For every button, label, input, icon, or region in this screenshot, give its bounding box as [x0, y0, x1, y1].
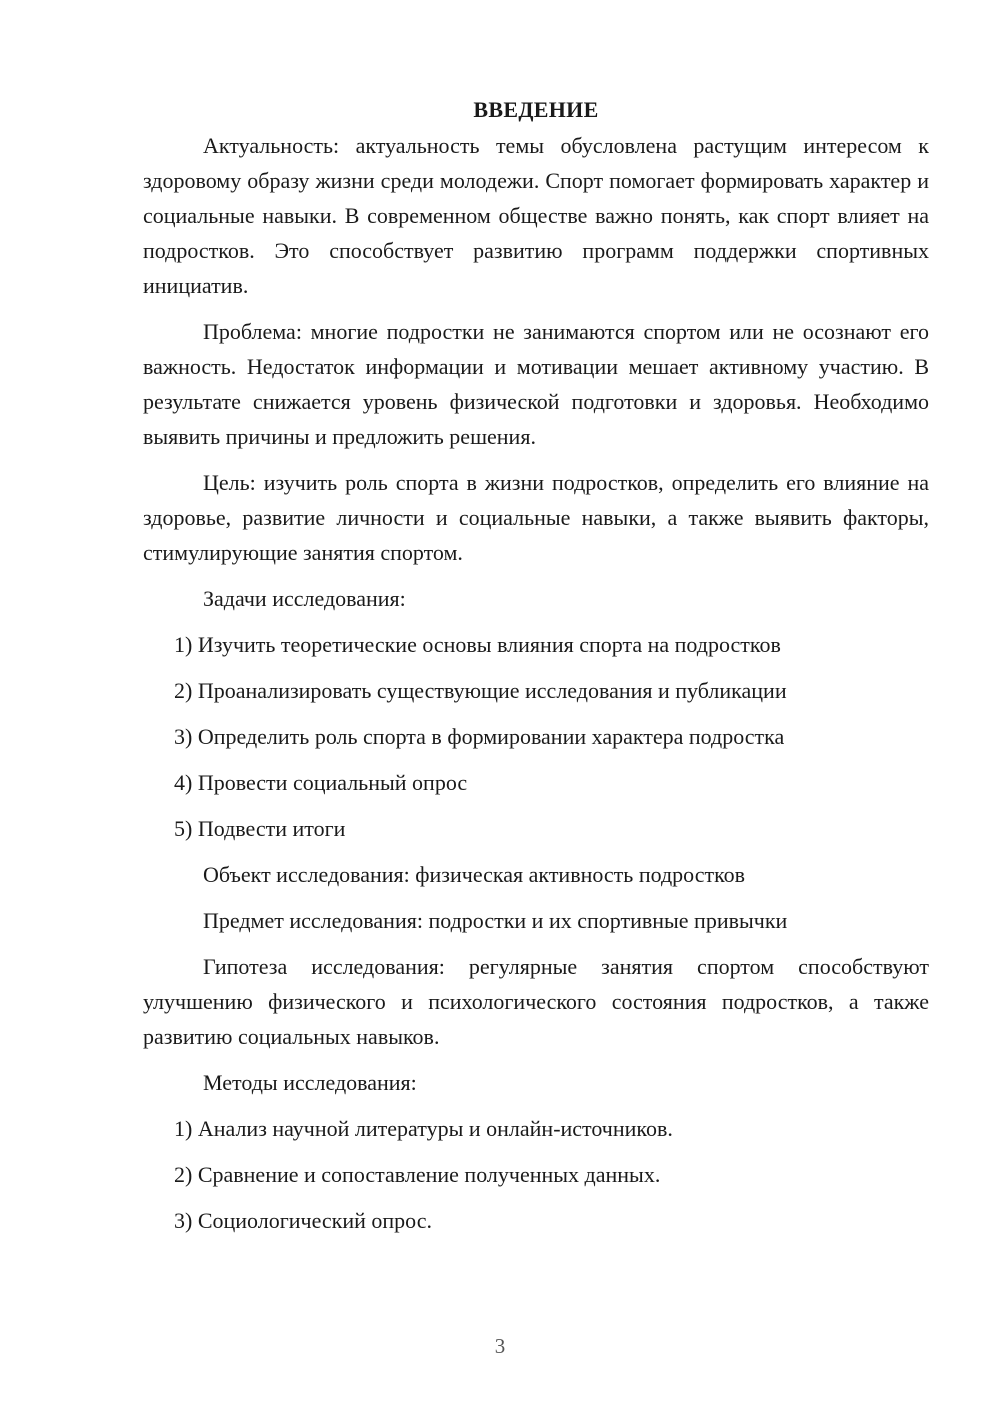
tasks-heading: Задачи исследования:: [203, 586, 406, 611]
method-item: 3) Социологический опрос.: [174, 1208, 432, 1233]
hypothesis-paragraph: Гипотеза исследования: регулярные занятия спортом способствуют улучшению физического и психологического состояния подростков, а также развитию социальных навыков.: [143, 954, 929, 1049]
methods-heading: Методы исследования:: [203, 1070, 417, 1095]
page-title: ВВЕДЕНИЕ: [473, 97, 599, 122]
goal-paragraph: Цель: изучить роль спорта в жизни подростков, определить его влияние на здоровье, развитие личности и социальные навыки, а также выявить факторы, стимулирующие занятия спортом.: [143, 470, 929, 565]
task-item: 5) Подвести итоги: [174, 816, 346, 841]
page-number: 3: [494, 1334, 506, 1358]
method-item: 1) Анализ научной литературы и онлайн-источников.: [174, 1116, 673, 1141]
relevance-paragraph: Актуальность: актуальность темы обусловлена растущим интересом к здоровому образу жизни среди молодежи. Спорт помогает формировать характер и социальные навыки. В современном обществе важно понять, как спорт влияет на подростков. Это способствует развитию программ поддержки спортивных инициатив.: [143, 133, 929, 298]
tasks-list: [143, 627, 929, 846]
task-item: 1) Изучить теоретические основы влияния спорта на подростков: [174, 632, 781, 657]
method-item: 2) Сравнение и сопоставление полученных данных.: [174, 1162, 661, 1187]
task-item: 2) Проанализировать существующие исследования и публикации: [174, 678, 787, 703]
problem-paragraph: Проблема: многие подростки не занимаются спортом или не осознают его важность. Недостаток информации и мотивации мешает активному участию. В результате снижается уровень физической подготовки и здоровья. Необходимо выявить причины и предложить решения.: [143, 319, 929, 449]
task-item: 4) Провести социальный опрос: [174, 770, 468, 795]
subject-line: Предмет исследования: подростки и их спортивные привычки: [203, 908, 788, 933]
document-page: [143, 92, 929, 1249]
task-item: 3) Определить роль спорта в формировании характера подростка: [174, 724, 785, 749]
methods-list: [143, 1111, 929, 1238]
object-line: Объект исследования: физическая активность подростков: [203, 862, 746, 887]
